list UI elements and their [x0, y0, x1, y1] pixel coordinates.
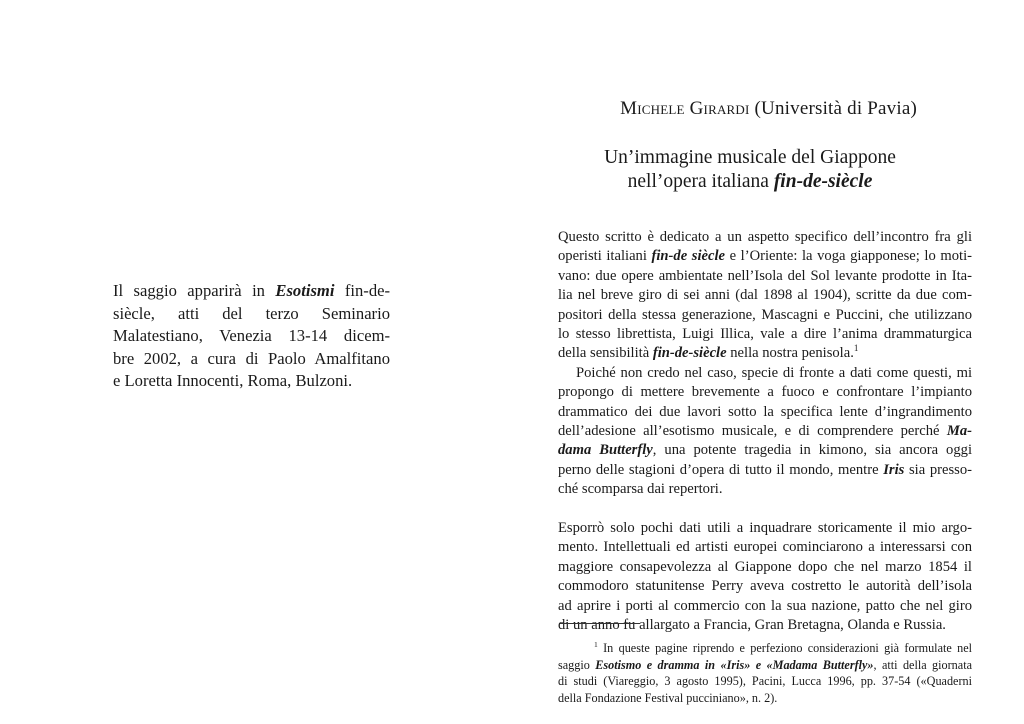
body-line: dama Butterfly, una potente tragedia in kimono, sia ancora oggi	[558, 442, 972, 459]
footnote-line: di studi (Viareggio, 3 agosto 1995), Pacini, Lucca 1996, pp. 37-54 («Quaderni	[558, 674, 972, 689]
body-line: perno delle stagioni d’opera di tutto il mondo, mentre Iris sia presso-	[558, 461, 972, 478]
note-line: siècle, atti del terzo Seminario	[113, 303, 390, 323]
body-line: mento. Intellettuali ed artisti europei cominciarono a interessarsi con	[558, 539, 972, 556]
footnote-reference[interactable]: 1	[853, 343, 859, 354]
footnote	[558, 640, 972, 706]
footnote-line: saggio Esotismo e dramma in «Iris» e «Madama Butterfly», atti della giornata	[558, 657, 972, 672]
author-first-name: Michele	[620, 98, 685, 119]
body-line: lia nel breve giro di sei anni (dal 1898 al 1904), scritte da due com-	[558, 287, 972, 304]
note-line: Malatestiano, Venezia 13-14 dicem-	[113, 326, 390, 346]
author-affiliation: (Università di Pavia)	[754, 98, 917, 119]
article-title	[560, 146, 940, 194]
title-line-1: Un’immagine musicale del Giappone	[604, 147, 896, 168]
body-line: lo stesso librettista, Luigi Illica, vale a dire l’anima drammaturgica	[558, 326, 972, 343]
footnote-separator	[560, 623, 640, 624]
body-line: Esporrò solo pochi dati utili a inquadrare storicamente il mio argo-	[558, 520, 972, 537]
body-line: operisti italiani fin-de siècle e l’Oriente: la voga giapponese; lo moti-	[558, 248, 972, 265]
note-line: bre 2002, a cura di Paolo Amalfitano	[113, 348, 390, 368]
note-line: e Loretta Innocenti, Roma, Bulzoni.	[113, 371, 353, 391]
footnote-line: $^1$ In queste pagine riprendo e perfeziono considerazioni già formulate nel	[594, 639, 973, 655]
paragraph-3	[558, 519, 972, 635]
body-line: maggiore consapevolezza al Giappone dopo che nel marzo 1854 il	[558, 558, 972, 575]
body-line: dell’adesione all’esotismo musicale, e di comprendere perché Ma-	[558, 423, 972, 440]
body-line: Questo scritto è dedicato a un aspetto specifico dell’incontro fra gli	[558, 229, 972, 245]
author-line	[0, 98, 917, 120]
paragraph-gap	[558, 500, 972, 519]
body-line: ché scomparsa dai repertori.	[558, 481, 723, 498]
note-line: Il saggio apparirà in Esotismi fin-de-	[113, 281, 391, 300]
body-line: ad aprire i porti al commercio con la sua nazione, patto che nel giro	[558, 597, 972, 614]
body-line: commodoro statunitense Perry aveva costretto le autorità dell’isola	[558, 578, 972, 595]
body-line: della sensibilità fin-de-siècle nella nostra penisola.$^1$	[558, 343, 859, 362]
footnote-line: della Fondazione Festival pucciniano», n. 2).	[558, 690, 778, 705]
book-title-esotismi: Esotismi	[275, 281, 335, 300]
paragraph-2	[558, 364, 972, 500]
author-last-name: Girardi	[689, 98, 750, 119]
body-text	[558, 228, 972, 636]
paragraph-1	[558, 228, 972, 364]
body-line: vano: due opere ambientate nell’Isola del Sol levante prodotte in Ita-	[558, 267, 972, 284]
body-line: Poiché non credo nel caso, specie di fronte a dati come questi, mi	[576, 364, 972, 381]
body-line: drammatico dei due lavori sotto la specifica lente d’ingrandimento	[558, 403, 972, 420]
publication-note	[113, 280, 390, 393]
footnote-number: 1	[594, 639, 598, 649]
body-line: propongo di mettere brevemente a fuoco e confrontare l’impianto	[558, 384, 972, 401]
title-line-2: nell’opera italiana fin-de-siècle	[627, 171, 873, 192]
body-line: di un anno fu allargato a Francia, Gran Bretagna, Olanda e Russia.	[558, 617, 946, 634]
body-line: positori della stessa generazione, Mascagni e Puccini, che utilizzano	[558, 306, 972, 323]
